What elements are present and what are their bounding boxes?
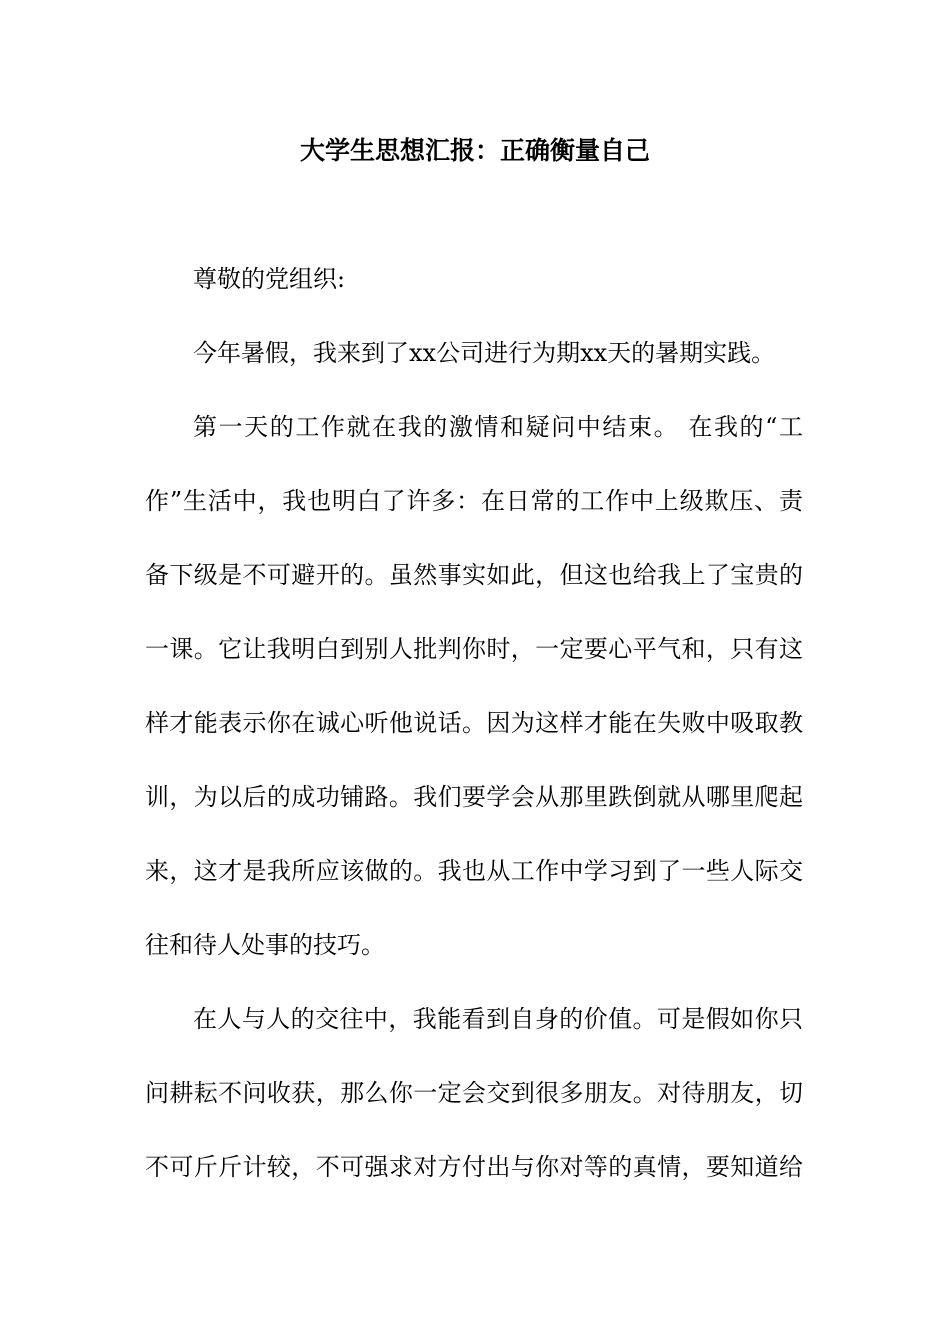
paragraph-line: 一课。它让我明白到别人批判你时，一定要心平气和，只有这 (145, 635, 803, 663)
paragraph-line: 训，为以后的成功铺路。我们要学会从那里跌倒就从哪里爬起 (145, 783, 803, 811)
paragraph-line: 往和待人处事的技巧。 (145, 931, 385, 959)
paragraph-line: 样才能表示你在诚心听他说话。因为这样才能在失败中吸取教 (145, 709, 803, 737)
paragraph-line: 第一天的工作就在我的激情和疑问中结束。 在我的“工 (193, 413, 803, 441)
paragraph-line: 今年暑假，我来到了xx公司进行为期xx天的暑期实践。 (193, 339, 776, 367)
paragraph-line: 在人与人的交往中，我能看到自身的价值。可是假如你只 (193, 1005, 803, 1033)
salutation: 尊敬的党组织: (193, 265, 346, 293)
paragraph-line: 问耕耘不问收获，那么你一定会交到很多朋友。对待朋友，切 (145, 1079, 803, 1107)
paragraph-line: 不可斤斤计较，不可强求对方付出与你对等的真情，要知道给 (145, 1153, 803, 1181)
paragraph-line: 来，这才是我所应该做的。我也从工作中学习到了一些人际交 (145, 857, 803, 885)
document-title: 大学生思想汇报：正确衡量自己 (299, 136, 650, 165)
paragraph-line: 备下级是不可避开的。虽然事实如此，但这也给我上了宝贵的 (145, 561, 803, 589)
paragraph-line: 作”生活中，我也明白了许多：在日常的工作中上级欺压、责 (145, 487, 803, 515)
